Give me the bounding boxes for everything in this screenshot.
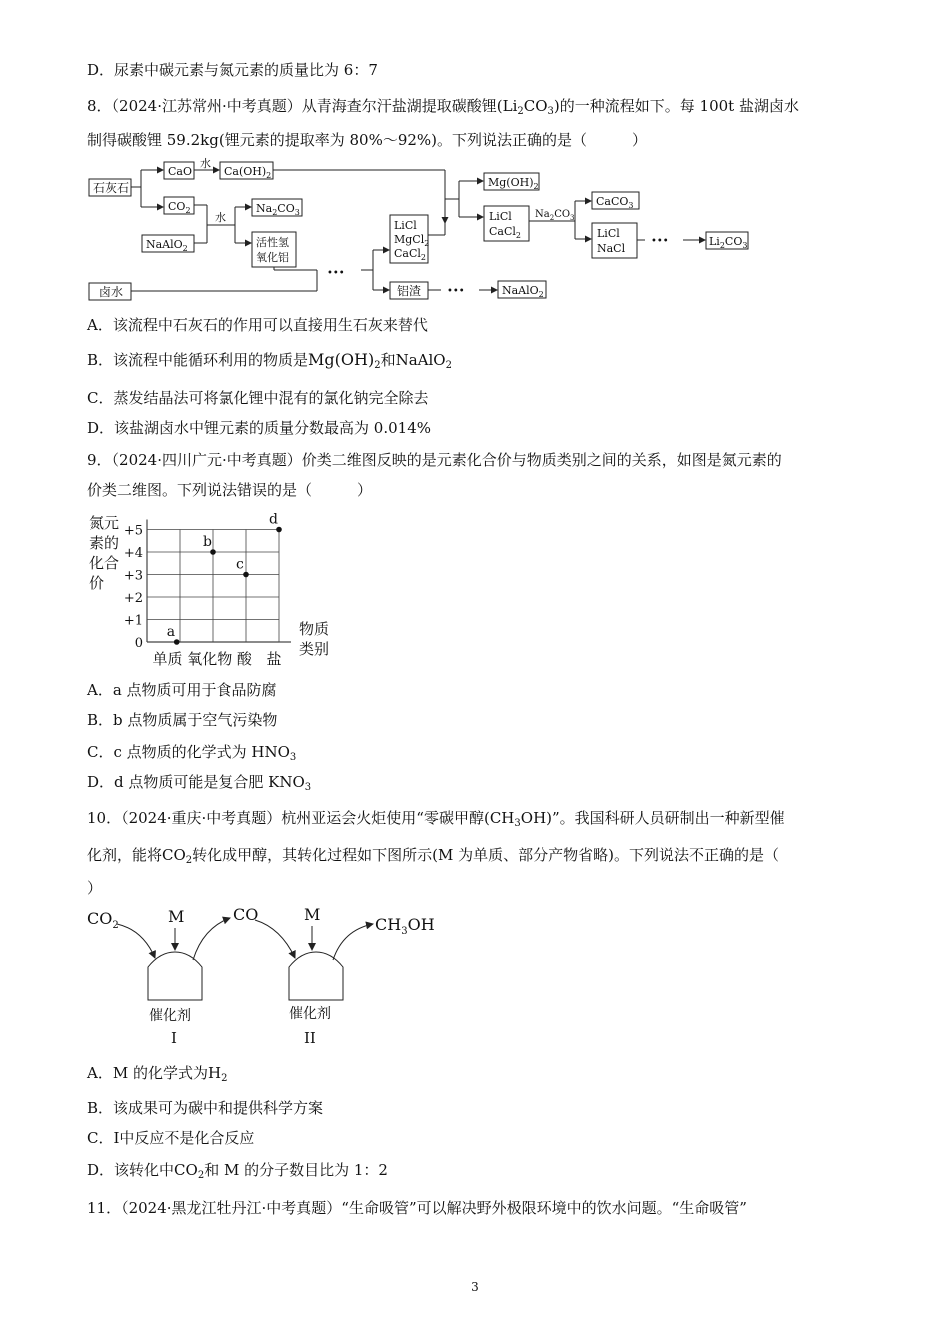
q10-cat2: 催化剂 — [289, 1006, 331, 1022]
flow-mix-cacl2: CaCl$_2$ — [394, 247, 427, 262]
chart-ylabel-line: 价 — [89, 574, 105, 592]
q11-stem-line-1: 11．（2024·黑龙江牡丹江·中考真题）“生命吸管”可以解决野外极限环境中的饮水问题。“生命吸管” — [87, 1199, 747, 1217]
chart-xtick-label: 单质 — [152, 650, 183, 668]
q8-option-b: B．该流程中能循环利用的物质是$Mg(OH)_2$和NaAlO$_2$ — [87, 350, 452, 371]
flow-cao: CaO — [168, 165, 192, 178]
q10-option-a: A．M 的化学式为$H_2$ — [87, 1064, 228, 1084]
q10-cat1-num: I — [171, 1029, 177, 1047]
chart-ylabel-line: 化合 — [89, 554, 120, 572]
q10-diagram — [85, 900, 445, 1055]
q7-option-d: D．尿素中碳元素与氮元素的质量比为 6：7 — [87, 61, 378, 79]
flow-dots-3: ••• — [447, 286, 465, 297]
q10-option-b: B．该成果可为碳中和提供科学方案 — [87, 1099, 324, 1117]
chart-point-label-c: c — [236, 556, 244, 573]
q8-flowchart — [85, 155, 765, 305]
flow-na2co3: $Na_2CO_3$ — [256, 202, 300, 217]
chart-ytick-label: +2 — [123, 591, 143, 606]
chart-point-label-d: d — [269, 511, 278, 528]
flow-mgoh2: $Mg(OH)_2$ — [488, 176, 539, 191]
flow-caoh2: $Ca(OH)_2$ — [224, 165, 272, 180]
q10-ch3oh: $CH_3OH$ — [375, 915, 435, 937]
chart-point-d — [276, 527, 282, 533]
chart-point-a — [174, 639, 180, 645]
flow-licl-3: LiCl — [597, 227, 620, 240]
chart-point-c — [243, 572, 249, 578]
q10-cat2-num: II — [304, 1029, 316, 1047]
q8-stem-line-2: 制得碳酸锂 59.2kg(锂元素的提取率为 80%～92%)。下列说法正确的是（ ） — [87, 131, 648, 149]
q10-co2: $CO_2$ — [87, 909, 119, 931]
chart-ytick-label: +3 — [123, 568, 143, 584]
flow-water-1: 水 — [200, 157, 211, 170]
q8-option-d: D．该盐湖卤水中锂元素的质量分数最高为 0.014% — [87, 419, 431, 437]
q9-option-c: C．c 点物质的化学式为 $HNO_3$ — [87, 743, 297, 763]
flow-cacl2-2: CaCl$_2$ — [489, 225, 522, 240]
chart-xtick-label: 盐 — [266, 650, 282, 668]
chart-ylabel-line: 素的 — [89, 534, 120, 552]
chart-ytick-label: +5 — [123, 523, 143, 539]
chart-ytick-label: +1 — [123, 613, 143, 629]
q8-stem-line-1: 8．（2024·江苏常州·中考真题）从青海查尔汗盐湖提取碳酸锂$(Li_2CO_3)$的一种流程如下。每 100t 盐湖卤水 — [87, 97, 799, 117]
flow-active-al-2: 氧化铝 — [256, 251, 289, 264]
flow-dots-1: ••• — [327, 268, 345, 279]
flow-nacl-3: NaCl — [597, 242, 626, 255]
q10-stem-line-3: ） — [87, 879, 103, 897]
flow-co2: $CO_2$ — [168, 200, 191, 215]
q10-option-d: D．该转化中$CO_2$和 M 的分子数目比为 1：2 — [87, 1161, 388, 1181]
flow-mix-mgcl2: MgCl$_2$ — [394, 233, 430, 248]
q9-stem-line-1: 9．（2024·四川广元·中考真题）价类二维图反映的是元素化合价与物质类别之间的关系，如图是氮元素的 — [87, 451, 782, 469]
chart-ytick-label: +4 — [123, 546, 143, 561]
q9-option-a: A．a 点物质可用于食品防腐 — [87, 681, 277, 699]
page-number: 3 — [471, 1280, 479, 1294]
q9-option-b: B．b 点物质属于空气污染物 — [87, 711, 278, 729]
flow-residue: 铝渣 — [397, 284, 422, 298]
q10-co: CO — [233, 905, 259, 924]
chart-xlabel-line: 物质 — [299, 620, 330, 638]
q9-stem-line-2: 价类二维图。下列说法错误的是（ ） — [87, 481, 373, 499]
flow-water-2: 水 — [215, 211, 226, 224]
chart-point-b — [210, 549, 216, 555]
q10-option-c: C．Ⅰ中反应不是化合反应 — [87, 1129, 255, 1147]
flow-licl-2: LiCl — [489, 210, 512, 223]
q9-valence-chart — [85, 508, 365, 670]
flow-dots-2: ••• — [651, 236, 669, 247]
flow-brine: 卤水 — [99, 285, 124, 299]
q10-cat1: 催化剂 — [149, 1008, 191, 1024]
flow-li2co3: $Li_2CO_3$ — [709, 235, 748, 250]
q8-option-a: A．该流程中石灰石的作用可以直接用生石灰来替代 — [87, 316, 428, 334]
q10-stem-line-2: 化剂，能将$CO_2$转化成甲醇，其转化过程如下图所示(M 为单质、部分产物省略)。下列说法不正确的是（ — [87, 846, 780, 866]
flow-limestone: 石灰石 — [93, 181, 130, 195]
q10-stem-line-1: 10．（2024·重庆·中考真题）杭州亚运会火炬使用“零碳甲醇$(CH_3OH)$”。我国科研人员研制出一种新型催 — [87, 809, 785, 829]
chart-point-label-a: a — [166, 624, 176, 640]
q8-option-c: C．蒸发结晶法可将氯化锂中混有的氯化钠完全除去 — [87, 389, 429, 407]
flow-naalo2-out: NaAlO$_2$ — [502, 284, 544, 299]
chart-point-label-b: b — [203, 534, 212, 550]
chart-ylabel-line: 氮元 — [89, 514, 120, 532]
flow-reagent: $Na_2CO_3$ — [535, 209, 575, 222]
flow-mix-licl: LiCl — [394, 219, 417, 232]
chart-xlabel-line: 类别 — [299, 640, 330, 658]
chart-xtick-label: 氧化物 — [187, 650, 233, 668]
flow-active-al-1: 活性氢 — [256, 236, 289, 249]
q9-option-d: D．d 点物质可能是复合肥 $KNO_3$ — [87, 773, 312, 793]
flow-caco3: CaCO$_3$ — [596, 195, 634, 210]
q10-m1: M — [168, 907, 185, 926]
flow-naalo2: NaAlO$_2$ — [146, 238, 188, 253]
q10-m2: M — [304, 905, 321, 924]
chart-xtick-label: 酸 — [236, 650, 252, 668]
chart-ytick-label: 0 — [134, 636, 143, 651]
